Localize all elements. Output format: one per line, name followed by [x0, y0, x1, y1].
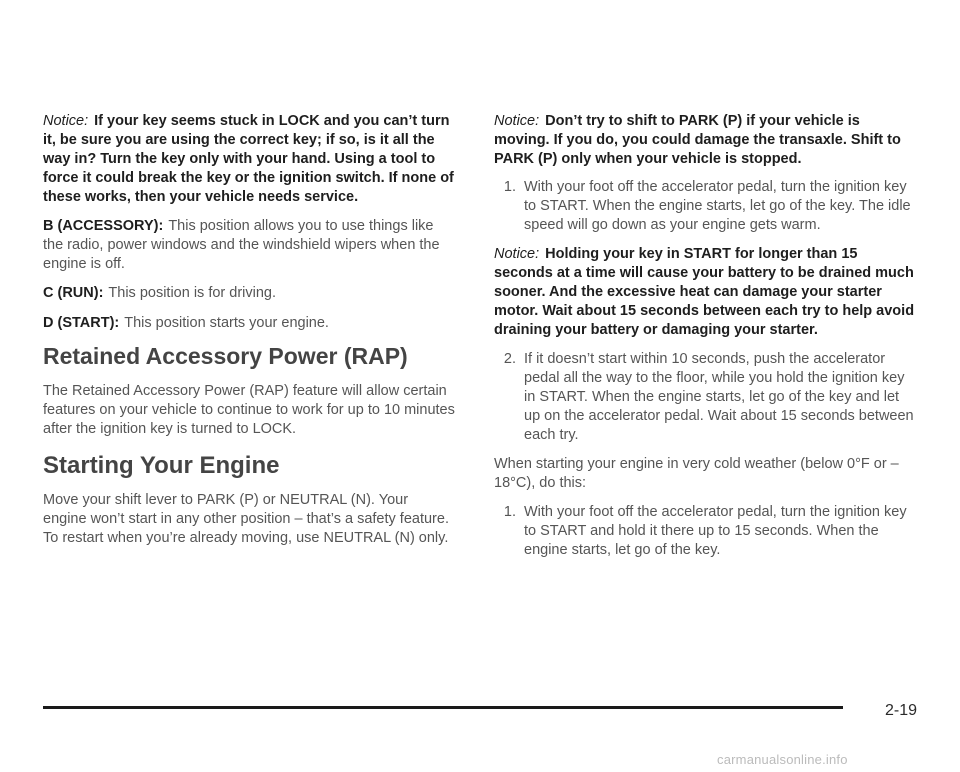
step-number: 1.: [503, 179, 516, 195]
step-text: With your foot off the accelerator pedal, turn the ignition key to START and hold it there up to 15 seconds. When the engine starts, let go of the key.: [524, 504, 907, 558]
cold-step-1: [494, 503, 919, 560]
starting-engine-paragraph: Move your shift lever to PARK (P) or NEUTRAL (N). Your engine won’t start in any other position – that’s a safety feature. To restart when you’re already moving, use NEUTRAL (N) only.: [43, 492, 449, 546]
notice-text: If your key seems stuck in LOCK and you can’t turn it, be sure you are using the correct key; if so, is it all the way in? Turn the key only with your hand. Using a tool to force it could break the key or the ignition switch. If none of these works, then your vehicle needs service.: [43, 113, 454, 205]
start-duration-notice: [494, 245, 919, 340]
park-notice: [494, 112, 919, 169]
right-column: [494, 112, 919, 560]
starting-engine-heading: Starting Your Engine: [43, 452, 280, 479]
start-position-paragraph: [43, 314, 455, 333]
cold-weather-paragraph: When starting your engine in very cold weather (below 0°F or –18°C), do this:: [494, 456, 899, 491]
start-term: D (START):: [43, 315, 120, 331]
notice-label: Notice:: [494, 113, 540, 129]
notice-label: Notice:: [494, 246, 540, 262]
accessory-position-paragraph: [43, 217, 455, 274]
notice-text: Holding your key in START for longer than 15 seconds at a time will cause your battery to be drained much sooner. And the excessive heat can damage your starter motor. Wait about 15 seconds between each try to help avoid draining your battery or damaging your starter.: [494, 246, 915, 338]
start-text: This position starts your engine.: [124, 315, 329, 331]
step-number: 1.: [503, 504, 516, 520]
rap-heading: Retained Accessory Power (RAP): [43, 343, 408, 369]
footer-watermark: carmanualsonline.info: [717, 752, 848, 767]
run-term: C (RUN):: [43, 285, 104, 301]
step-text: If it doesn’t start within 10 seconds, push the accelerator pedal all the way to the floor, while you hold the ignition key in START. When the engine starts, let go of the key and let up on the accelerator pedal. Wait about 15 seconds between each try.: [524, 351, 914, 443]
step-text: With your foot off the accelerator pedal, turn the ignition key to START. When the engine starts, let go of the key. The idle speed will go down as your engine gets warm.: [524, 179, 911, 233]
step-1: [494, 178, 919, 235]
page-number: 2-19: [885, 702, 918, 719]
step-number: 2.: [503, 351, 516, 367]
run-text: This position is for driving.: [108, 285, 277, 301]
notice-label: Notice:: [43, 113, 89, 129]
step-2: [494, 350, 919, 445]
rap-paragraph: The Retained Accessory Power (RAP) feature will allow certain features on your vehicle to continue to work for up to 10 minutes after the ignition key is turned to LOCK.: [43, 383, 455, 437]
accessory-term: B (ACCESSORY):: [43, 218, 164, 234]
key-stuck-notice: [43, 112, 455, 207]
run-position-paragraph: [43, 284, 455, 303]
left-column: [43, 112, 455, 548]
accessory-text: This position allows you to use things like the radio, power windows and the windshield wipers when the engine is off.: [43, 218, 440, 272]
notice-text: Don’t try to shift to PARK (P) if your vehicle is moving. If you do, you could damage the transaxle. Shift to PARK (P) only when your vehicle is stopped.: [494, 113, 901, 167]
footer-rule: [43, 706, 843, 709]
